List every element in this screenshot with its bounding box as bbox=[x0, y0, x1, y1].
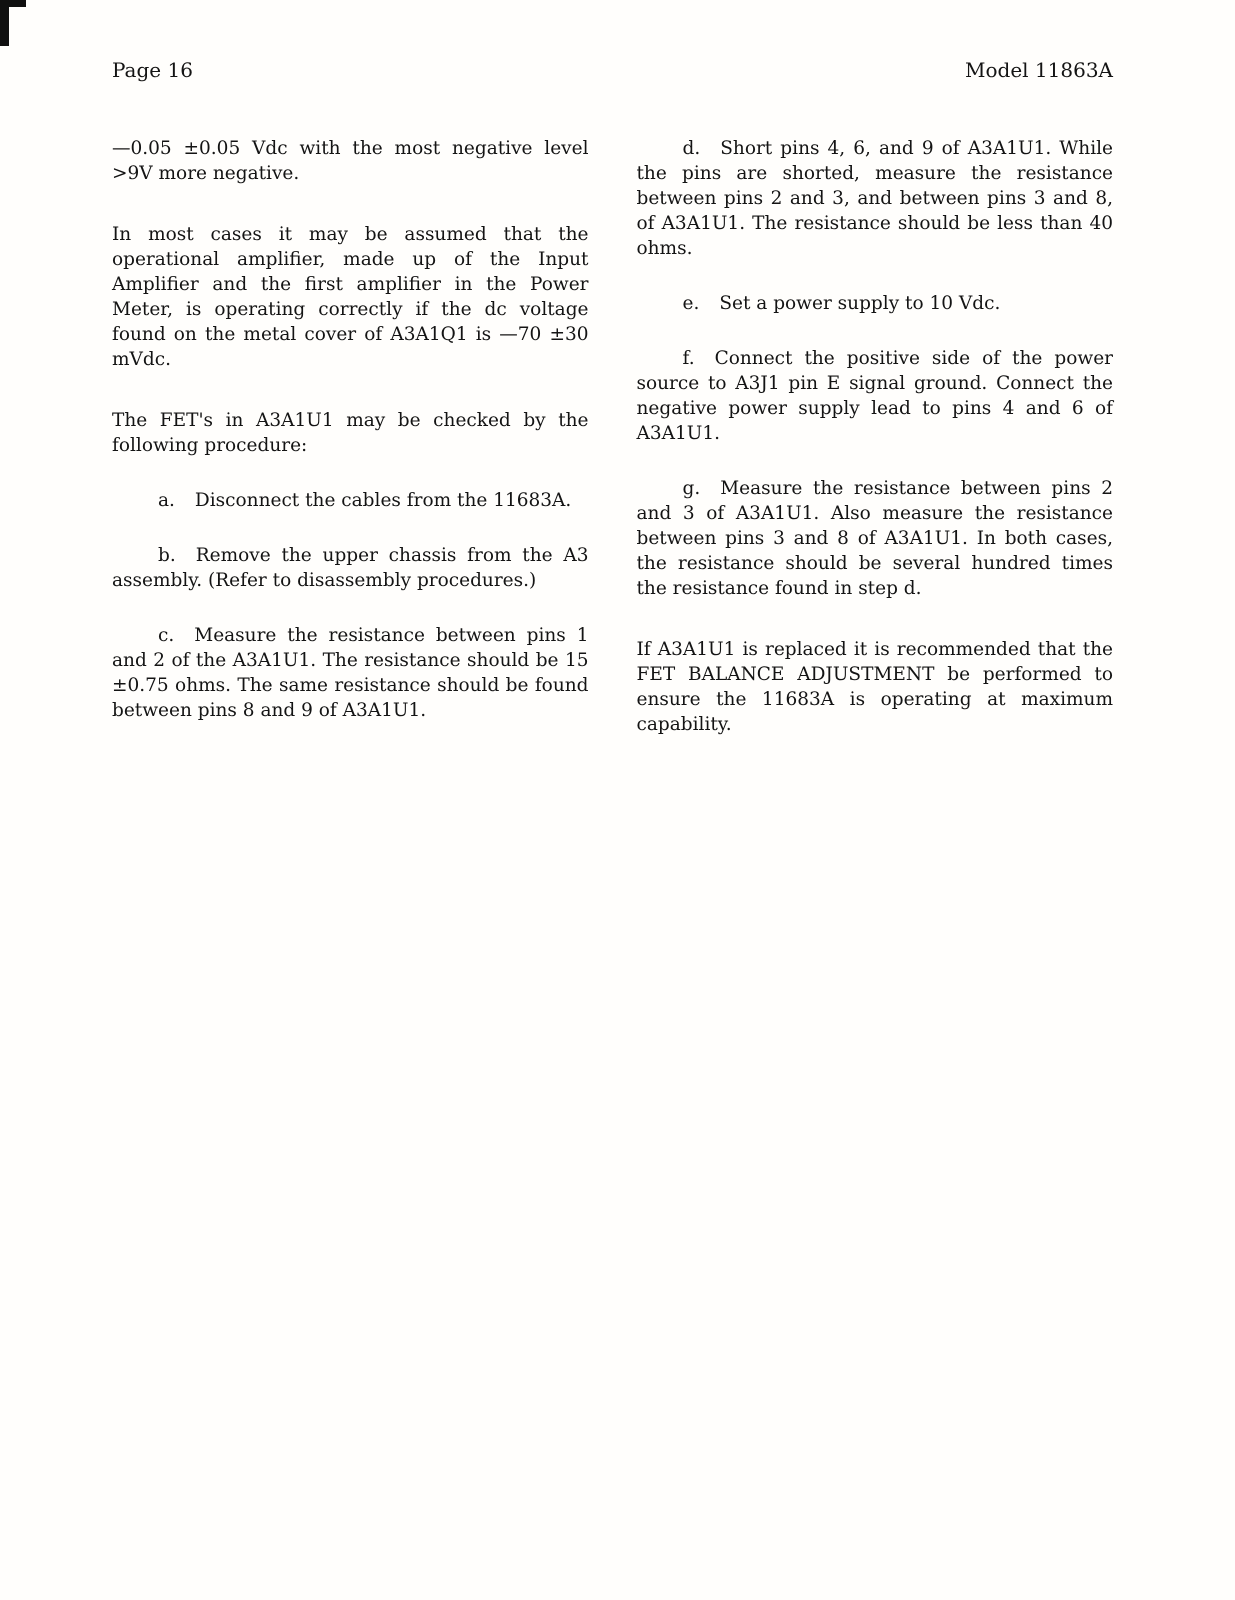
paragraph-closing: If A3A1U1 is replaced it is recommended that the FET BALANCE ADJUSTMENT be performed to ensure the 11683A is operating at maximum capability. bbox=[636, 639, 1113, 735]
paragraph-fet-procedure: The FET's in A3A1U1 may be checked by the following procedure: bbox=[112, 410, 589, 456]
step-d-text: Short pins 4, 6, and 9 of A3A1U1. While the pins are shorted, measure the resistance between pins 2 and 3, and between pins 3 and 8, of A3A1U1. The resistance should be less than 40 ohms. bbox=[636, 138, 1113, 259]
step-d bbox=[637, 136, 1114, 261]
left-column bbox=[112, 136, 589, 767]
step-b-text: Remove the upper chassis from the A3 assembly. (Refer to disassembly procedures.) bbox=[112, 545, 589, 591]
step-e bbox=[637, 291, 1114, 316]
step-d-label: d. bbox=[682, 138, 701, 159]
two-column-body bbox=[112, 136, 1113, 767]
step-e-label: e. bbox=[682, 293, 700, 314]
step-b bbox=[112, 543, 589, 593]
paragraph-opamp: In most cases it may be assumed that the operational amplifier, made up of the Input Amplifier and the first amplifier in the Power Meter, is operating correctly if the dc voltage found on the metal cover of A3A1Q1 is —70 ±30 mVdc. bbox=[112, 224, 589, 370]
paragraph-intro: —0.05 ±0.05 Vdc with the most negative level >9V more negative. bbox=[112, 138, 589, 184]
page-content bbox=[0, 0, 1235, 767]
step-f-label: f. bbox=[682, 348, 695, 369]
step-g-text: Measure the resistance between pins 2 and 3 of A3A1U1. Also measure the resistance between pins 3 and 8 of A3A1U1. In both cases, the resistance should be several hundred times the resistance found in step d. bbox=[636, 478, 1113, 599]
step-a-label: a. bbox=[158, 490, 175, 511]
right-column bbox=[637, 136, 1114, 767]
step-g bbox=[637, 476, 1114, 601]
step-c-label: c. bbox=[158, 625, 175, 646]
model-number-label: Model 11863A bbox=[965, 58, 1113, 82]
step-c-text: Measure the resistance between pins 1 and 2 of the A3A1U1. The resistance should be 15 ±0.75 ohms. The same resistance should be found between pins 8 and 9 of A3A1U1. bbox=[112, 625, 589, 721]
step-a bbox=[112, 488, 589, 513]
step-b-label: b. bbox=[158, 545, 176, 566]
step-f bbox=[637, 346, 1114, 446]
step-a-text: Disconnect the cables from the 11683A. bbox=[194, 490, 572, 511]
step-e-text: Set a power supply to 10 Vdc. bbox=[719, 293, 1001, 314]
page-number-label: Page 16 bbox=[112, 58, 193, 82]
scan-artifact-corner bbox=[0, 0, 9, 46]
step-f-text: Connect the positive side of the power source to A3J1 pin E signal ground. Connect the negative power supply lead to pins 4 and 6 of A3A1U1. bbox=[636, 348, 1113, 444]
step-g-label: g. bbox=[682, 478, 701, 499]
step-c bbox=[112, 623, 589, 723]
page-header bbox=[112, 58, 1113, 82]
